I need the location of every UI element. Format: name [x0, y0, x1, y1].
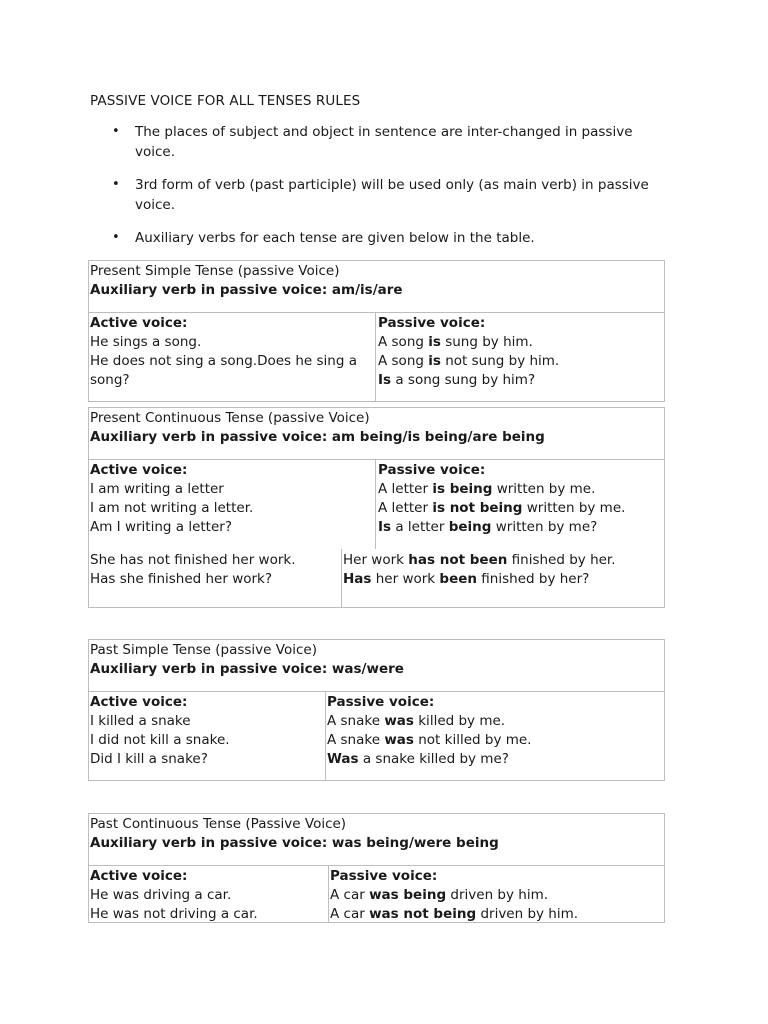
- active-voice-label: Active voice:: [90, 694, 188, 710]
- emphasized-text: been: [439, 571, 478, 587]
- text-segment: a letter: [391, 519, 449, 535]
- text-segment: A letter: [378, 481, 433, 497]
- passive-voice-cell: [377, 313, 559, 390]
- tense-title: Past Simple Tense (passive Voice): [90, 642, 317, 658]
- example-line: He does not sing a song.Does he sing a song?: [90, 353, 357, 388]
- active-voice-cell: [89, 313, 373, 390]
- emphasized-text: is being: [432, 481, 493, 497]
- passive-voice-label: Passive voice:: [378, 315, 486, 331]
- passive-voice-cell: [329, 866, 578, 924]
- example-line: [378, 499, 625, 518]
- example-line: [378, 518, 625, 537]
- text-segment: written by me.: [522, 500, 626, 516]
- table-header: [89, 261, 664, 313]
- example-line: [378, 333, 559, 352]
- tense-title: Present Continuous Tense (passive Voice): [90, 410, 370, 426]
- example-line: He was driving a car.: [90, 887, 232, 903]
- emphasized-text: is: [428, 353, 441, 369]
- text-segment: written by me.: [492, 481, 596, 497]
- rule-item: • 3rd form of verb (past participle) will be used only (as main verb) in passive voice.: [90, 175, 670, 215]
- text-segment: a snake killed by me?: [358, 751, 509, 767]
- text-segment: driven by him.: [446, 887, 549, 903]
- auxiliary-verb-line: Auxiliary verb in passive voice: am being/is being/are being: [90, 429, 545, 445]
- passive-voice-label: Passive voice:: [330, 868, 438, 884]
- emphasized-text: is not being: [432, 500, 523, 516]
- active-voice-cell: [89, 692, 323, 769]
- text-segment: finished by her.: [507, 552, 616, 568]
- text-segment: written by me?: [491, 519, 598, 535]
- past-continuous-table: [88, 813, 665, 923]
- emphasized-text: Is: [378, 372, 392, 388]
- text-segment: A snake: [327, 732, 385, 748]
- example-line: [327, 712, 531, 731]
- example-line: Has she finished her work?: [90, 571, 273, 587]
- emphasized-text: Has: [343, 571, 372, 587]
- rule-item: • The places of subject and object in sentence are inter-changed in passive voice.: [90, 122, 670, 162]
- emphasized-text: was not being: [369, 906, 477, 922]
- text-segment: sung by him.: [440, 334, 533, 350]
- active-voice-label: Active voice:: [90, 462, 188, 478]
- example-line: She has not finished her work.: [90, 552, 296, 568]
- text-segment: driven by him.: [476, 906, 579, 922]
- column-divider: [375, 460, 376, 549]
- present-continuous-table: [88, 459, 665, 549]
- emphasized-text: Is: [378, 519, 392, 535]
- active-voice-cell: [89, 866, 326, 924]
- text-segment: A letter: [378, 500, 433, 516]
- passive-voice-label: Passive voice:: [327, 694, 435, 710]
- page-title: PASSIVE VOICE FOR ALL TENSES RULES: [90, 93, 361, 109]
- active-voice-cell: [89, 460, 373, 537]
- example-line: Am I writing a letter?: [90, 519, 232, 535]
- column-divider: [375, 313, 376, 401]
- text-segment: not sung by him.: [440, 353, 560, 369]
- auxiliary-verb-line: Auxiliary verb in passive voice: was/were: [90, 661, 404, 677]
- text-segment: not killed by me.: [413, 732, 532, 748]
- emphasized-text: Was: [327, 751, 359, 767]
- emphasized-text: was: [384, 732, 414, 748]
- text-segment: killed by me.: [413, 713, 506, 729]
- example-line: I am writing a letter: [90, 481, 224, 497]
- past-simple-table: [88, 639, 665, 781]
- example-line: I killed a snake: [90, 713, 191, 729]
- tense-title: Past Continuous Tense (Passive Voice): [90, 816, 347, 832]
- passive-voice-cell: [326, 692, 531, 769]
- rule-item: • Auxiliary verbs for each tense are given below in the table.: [90, 228, 670, 248]
- tense-title: Present Simple Tense (passive Voice): [90, 263, 340, 279]
- passive-voice-label: Passive voice:: [378, 462, 486, 478]
- emphasized-text: has not been: [408, 552, 508, 568]
- table-header: [89, 640, 664, 692]
- text-segment: Her work: [343, 552, 409, 568]
- table-header: [89, 814, 664, 866]
- active-voice-label: Active voice:: [90, 315, 188, 331]
- example-line: I am not writing a letter.: [90, 500, 254, 516]
- example-line: [343, 570, 616, 589]
- rules-list: [90, 122, 670, 261]
- example-line: Did I kill a snake?: [90, 751, 208, 767]
- emphasized-text: was: [384, 713, 414, 729]
- auxiliary-verb-line: Auxiliary verb in passive voice: was being/were being: [90, 835, 499, 851]
- text-segment: A car: [330, 887, 370, 903]
- example-line: [330, 905, 578, 924]
- example-line: [378, 480, 625, 499]
- example-line: [327, 750, 531, 769]
- example-line: He was not driving a car.: [90, 906, 258, 922]
- example-line: [378, 352, 559, 371]
- text-segment: A car: [330, 906, 370, 922]
- passive-voice-cell: [377, 460, 625, 537]
- present-simple-table: [88, 260, 665, 402]
- emphasized-text: being: [448, 519, 492, 535]
- present-continuous-header-box: [88, 407, 665, 460]
- example-line: I did not kill a snake.: [90, 732, 230, 748]
- example-line: [343, 551, 616, 570]
- text-segment: finished by her?: [477, 571, 590, 587]
- text-segment: A snake: [327, 713, 385, 729]
- example-line: [330, 886, 578, 905]
- text-segment: A song: [378, 353, 429, 369]
- text-segment: her work: [371, 571, 440, 587]
- example-line: He sings a song.: [90, 334, 202, 350]
- table-header: [89, 408, 664, 461]
- emphasized-text: is: [428, 334, 441, 350]
- active-voice-label: Active voice:: [90, 868, 188, 884]
- example-line: [378, 371, 559, 390]
- emphasized-text: was being: [369, 887, 447, 903]
- text-segment: a song sung by him?: [391, 372, 536, 388]
- example-line: [327, 731, 531, 750]
- auxiliary-verb-line: Auxiliary verb in passive voice: am/is/are: [90, 282, 403, 298]
- text-segment: A song: [378, 334, 429, 350]
